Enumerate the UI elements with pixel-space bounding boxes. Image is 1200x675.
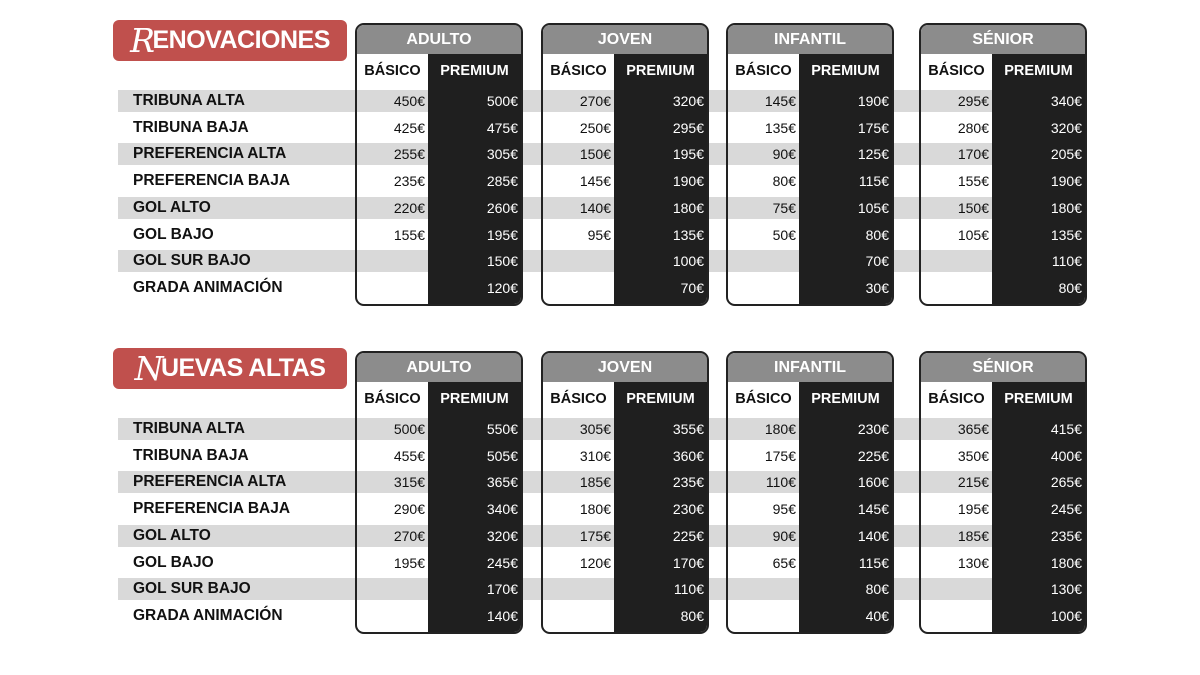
category-header: INFANTIL bbox=[728, 25, 892, 54]
premium-price: 180€ bbox=[672, 199, 704, 216]
premium-price: 235€ bbox=[1050, 527, 1082, 544]
basic-price: 175€ bbox=[579, 527, 611, 544]
basic-price: 140€ bbox=[579, 199, 611, 216]
basic-price: 270€ bbox=[393, 527, 425, 544]
premium-price: 100€ bbox=[672, 253, 704, 270]
basic-price: 135€ bbox=[764, 119, 796, 136]
category-box-senior bbox=[919, 351, 1087, 634]
premium-price: 320€ bbox=[672, 93, 704, 109]
premium-price: 135€ bbox=[672, 226, 704, 243]
row-label: TRIBUNA ALTA bbox=[133, 92, 245, 109]
premium-subheader: PREMIUM bbox=[440, 63, 509, 79]
basic-price: 270€ bbox=[579, 93, 611, 109]
basic-subheader: BÁSICO bbox=[364, 391, 421, 407]
basic-price bbox=[543, 250, 614, 272]
row-label: GOL ALTO bbox=[133, 198, 211, 216]
basic-price: 155€ bbox=[957, 173, 989, 190]
basic-subheader: BÁSICO bbox=[928, 391, 985, 407]
basic-price: 145€ bbox=[764, 93, 796, 109]
category-header: INFANTIL bbox=[728, 353, 892, 382]
premium-price: 295€ bbox=[672, 119, 704, 136]
premium-price: 415€ bbox=[1050, 421, 1082, 437]
basic-subheader: BÁSICO bbox=[735, 391, 792, 407]
basic-price: 185€ bbox=[579, 474, 611, 491]
row-label: PREFERENCIA BAJA bbox=[133, 172, 291, 190]
basic-price bbox=[921, 250, 992, 272]
premium-price: 115€ bbox=[858, 173, 889, 190]
premium-price: 260€ bbox=[486, 199, 518, 216]
basic-price: 295€ bbox=[957, 93, 989, 109]
renovaciones-section bbox=[0, 0, 1200, 296]
premium-price: 125€ bbox=[857, 146, 889, 163]
basic-price: 145€ bbox=[579, 173, 611, 190]
basic-subheader: BÁSICO bbox=[735, 63, 792, 79]
premium-price: 225€ bbox=[672, 527, 704, 544]
premium-price: 170€ bbox=[486, 581, 518, 598]
premium-price: 180€ bbox=[1050, 199, 1082, 216]
premium-price: 235€ bbox=[672, 474, 704, 491]
basic-price: 150€ bbox=[579, 146, 611, 163]
row-label: GOL BAJO bbox=[133, 225, 214, 243]
row-label: GOL BAJO bbox=[133, 553, 214, 571]
basic-price bbox=[543, 578, 614, 600]
basic-price bbox=[357, 277, 428, 299]
basic-price bbox=[921, 578, 992, 600]
premium-price: 145€ bbox=[857, 501, 889, 518]
premium-price: 340€ bbox=[1050, 93, 1082, 109]
premium-price: 140€ bbox=[486, 607, 518, 624]
premium-price: 70€ bbox=[680, 279, 704, 296]
premium-price: 190€ bbox=[672, 173, 704, 190]
basic-price bbox=[728, 277, 799, 299]
basic-price: 130€ bbox=[957, 554, 989, 571]
premium-price: 40€ bbox=[865, 607, 889, 624]
basic-price: 250€ bbox=[579, 119, 611, 136]
row-label: GRADA ANIMACIÓN bbox=[133, 278, 283, 296]
premium-price: 195€ bbox=[672, 146, 704, 163]
category-box-joven bbox=[541, 351, 709, 634]
basic-price bbox=[357, 605, 428, 627]
basic-price: 155€ bbox=[393, 226, 425, 243]
basic-price: 65€ bbox=[772, 554, 796, 571]
basic-price: 80€ bbox=[772, 173, 796, 190]
basic-price: 365€ bbox=[957, 421, 989, 437]
basic-price: 290€ bbox=[393, 501, 425, 518]
category-header: SÉNIOR bbox=[921, 353, 1085, 382]
premium-subheader: PREMIUM bbox=[1004, 391, 1073, 407]
category-box-joven bbox=[541, 23, 709, 306]
row-label: PREFERENCIA BAJA bbox=[133, 500, 291, 518]
basic-price: 110€ bbox=[765, 474, 796, 491]
premium-price: 110€ bbox=[1051, 253, 1082, 270]
basic-subheader: BÁSICO bbox=[928, 63, 985, 79]
category-header: JOVEN bbox=[543, 25, 707, 54]
basic-price: 185€ bbox=[957, 527, 989, 544]
basic-price bbox=[728, 578, 799, 600]
premium-price: 320€ bbox=[486, 527, 518, 544]
basic-price: 350€ bbox=[957, 447, 989, 464]
category-header: JOVEN bbox=[543, 353, 707, 382]
premium-price: 160€ bbox=[857, 474, 889, 491]
row-label: PREFERENCIA ALTA bbox=[133, 473, 287, 491]
basic-subheader: BÁSICO bbox=[364, 63, 421, 79]
row-label: TRIBUNA BAJA bbox=[133, 118, 249, 136]
basic-price bbox=[728, 605, 799, 627]
category-header: ADULTO bbox=[357, 25, 521, 54]
premium-subheader: PREMIUM bbox=[811, 391, 880, 407]
premium-price: 245€ bbox=[486, 554, 518, 571]
premium-subheader: PREMIUM bbox=[626, 63, 695, 79]
premium-price: 105€ bbox=[857, 199, 889, 216]
premium-price: 190€ bbox=[857, 93, 889, 109]
basic-price bbox=[921, 605, 992, 627]
premium-price: 365€ bbox=[486, 474, 518, 491]
premium-price: 170€ bbox=[672, 554, 704, 571]
category-box-senior bbox=[919, 23, 1087, 306]
basic-price: 95€ bbox=[772, 501, 796, 518]
basic-price bbox=[357, 250, 428, 272]
category-box-adulto bbox=[355, 351, 523, 634]
category-box-infantil bbox=[726, 23, 894, 306]
premium-price: 355€ bbox=[672, 421, 704, 437]
premium-price: 135€ bbox=[1050, 226, 1082, 243]
basic-price: 310€ bbox=[579, 447, 611, 464]
section-title bbox=[113, 348, 347, 389]
row-label: GOL SUR BAJO bbox=[133, 580, 251, 598]
category-box-infantil bbox=[726, 351, 894, 634]
premium-price: 360€ bbox=[672, 447, 704, 464]
row-label: GOL ALTO bbox=[133, 526, 211, 544]
row-label: TRIBUNA ALTA bbox=[133, 420, 245, 437]
premium-subheader: PREMIUM bbox=[1004, 63, 1073, 79]
premium-price: 205€ bbox=[1050, 146, 1082, 163]
basic-price: 120€ bbox=[579, 554, 611, 571]
premium-price: 80€ bbox=[680, 607, 704, 624]
section-title bbox=[113, 20, 347, 61]
basic-price: 215€ bbox=[957, 474, 989, 491]
premium-price: 265€ bbox=[1050, 474, 1082, 491]
premium-price: 30€ bbox=[865, 279, 889, 296]
premium-price: 80€ bbox=[865, 581, 889, 598]
basic-price: 90€ bbox=[772, 527, 796, 544]
premium-price: 80€ bbox=[1058, 279, 1082, 296]
premium-price: 140€ bbox=[857, 527, 889, 544]
premium-price: 475€ bbox=[486, 119, 518, 136]
basic-price: 235€ bbox=[393, 173, 425, 190]
section-title-rest: ENOVACIONES bbox=[152, 26, 330, 54]
basic-price: 95€ bbox=[587, 226, 611, 243]
basic-price: 75€ bbox=[772, 199, 796, 216]
premium-price: 150€ bbox=[486, 253, 518, 270]
basic-price: 280€ bbox=[957, 119, 989, 136]
premium-price: 400€ bbox=[1050, 447, 1082, 464]
basic-price: 180€ bbox=[579, 501, 611, 518]
premium-price: 285€ bbox=[486, 173, 518, 190]
nuevas-altas-section bbox=[0, 328, 1200, 624]
basic-price: 105€ bbox=[957, 226, 989, 243]
basic-subheader: BÁSICO bbox=[550, 391, 607, 407]
premium-price: 550€ bbox=[486, 421, 518, 437]
premium-subheader: PREMIUM bbox=[811, 63, 880, 79]
premium-price: 180€ bbox=[1050, 554, 1082, 571]
premium-price: 100€ bbox=[1050, 607, 1082, 624]
premium-price: 340€ bbox=[486, 501, 518, 518]
premium-price: 505€ bbox=[486, 447, 518, 464]
basic-price: 315€ bbox=[393, 474, 425, 491]
category-header: ADULTO bbox=[357, 353, 521, 382]
row-label: TRIBUNA BAJA bbox=[133, 446, 249, 464]
basic-price bbox=[921, 277, 992, 299]
premium-price: 175€ bbox=[857, 119, 889, 136]
basic-price: 50€ bbox=[772, 226, 796, 243]
basic-price: 175€ bbox=[764, 447, 796, 464]
category-header: SÉNIOR bbox=[921, 25, 1085, 54]
basic-price: 450€ bbox=[393, 93, 425, 109]
basic-price: 90€ bbox=[772, 146, 796, 163]
premium-price: 70€ bbox=[865, 253, 889, 270]
premium-subheader: PREMIUM bbox=[626, 391, 695, 407]
premium-price: 500€ bbox=[486, 93, 518, 109]
basic-price: 195€ bbox=[957, 501, 989, 518]
premium-price: 320€ bbox=[1050, 119, 1082, 136]
basic-price: 195€ bbox=[393, 554, 425, 571]
basic-subheader: BÁSICO bbox=[550, 63, 607, 79]
premium-price: 230€ bbox=[857, 421, 889, 437]
basic-price: 180€ bbox=[764, 421, 796, 437]
basic-price: 150€ bbox=[957, 199, 989, 216]
premium-price: 115€ bbox=[858, 554, 889, 571]
row-label: GOL SUR BAJO bbox=[133, 252, 251, 270]
category-box-adulto bbox=[355, 23, 523, 306]
premium-subheader: PREMIUM bbox=[440, 391, 509, 407]
premium-price: 225€ bbox=[857, 447, 889, 464]
basic-price: 305€ bbox=[579, 421, 611, 437]
basic-price: 500€ bbox=[393, 421, 425, 437]
basic-price: 455€ bbox=[393, 447, 425, 464]
premium-price: 245€ bbox=[1050, 501, 1082, 518]
section-title-initial: N bbox=[134, 349, 163, 388]
basic-price: 170€ bbox=[957, 146, 989, 163]
premium-price: 190€ bbox=[1050, 173, 1082, 190]
premium-price: 305€ bbox=[486, 146, 518, 163]
premium-price: 195€ bbox=[486, 226, 518, 243]
premium-price: 130€ bbox=[1050, 581, 1082, 598]
basic-price bbox=[543, 277, 614, 299]
basic-price bbox=[543, 605, 614, 627]
premium-price: 230€ bbox=[672, 501, 704, 518]
premium-price: 120€ bbox=[486, 279, 518, 296]
basic-price: 220€ bbox=[393, 199, 425, 216]
premium-price: 110€ bbox=[673, 581, 704, 598]
basic-price: 255€ bbox=[393, 146, 425, 163]
row-label: PREFERENCIA ALTA bbox=[133, 145, 287, 163]
basic-price bbox=[357, 578, 428, 600]
section-title-initial: R bbox=[130, 21, 155, 60]
premium-price: 80€ bbox=[865, 226, 889, 243]
row-label: GRADA ANIMACIÓN bbox=[133, 606, 283, 624]
basic-price: 425€ bbox=[393, 119, 425, 136]
basic-price bbox=[728, 250, 799, 272]
section-title-rest: UEVAS ALTAS bbox=[160, 354, 326, 382]
